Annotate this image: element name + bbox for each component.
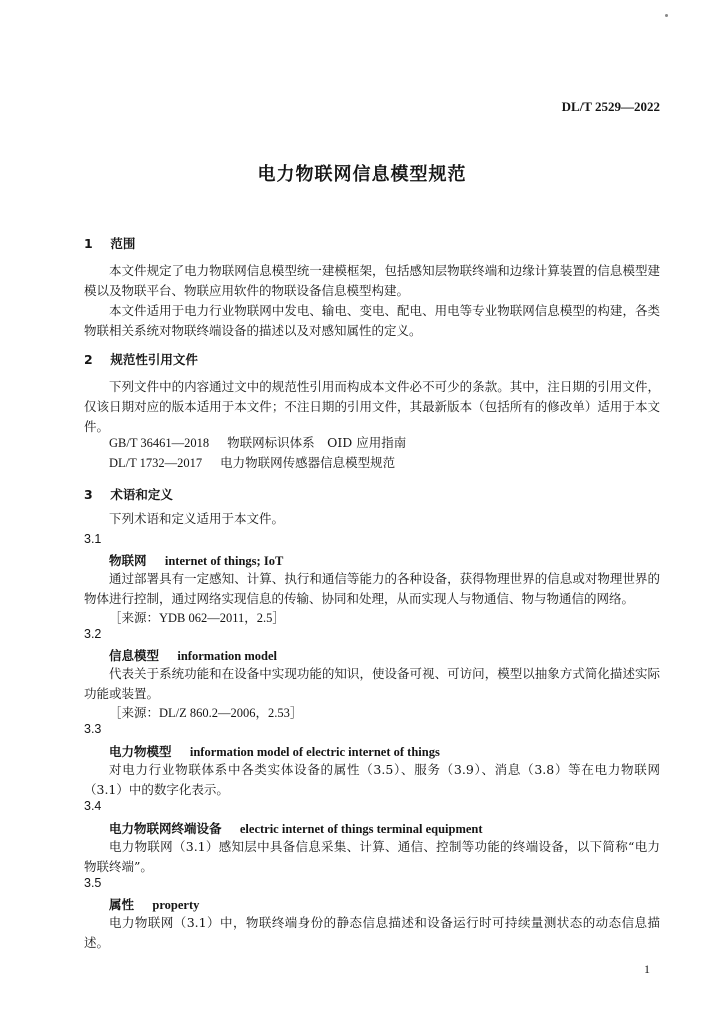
clause-number: 3.5 — [84, 876, 102, 890]
section-number: 1 — [84, 236, 93, 251]
term-zh: 属性 — [109, 897, 135, 912]
reference-title: 物联网标识体系 OID 应用指南 — [227, 435, 407, 450]
section-2-paragraph: 下列文件中的内容通过文中的规范性引用而构成本文件必不可少的条款。其中，注日期的引用文件，仅该日期对应的版本适用于本文件；不注日期的引用文件，其最新版本（包括所有的修改单）适用于本文件。 — [84, 379, 660, 434]
clause-number: 3.4 — [84, 799, 102, 813]
reference-code: GB/T 36461—2018 — [109, 436, 210, 450]
term-heading — [84, 895, 685, 913]
section-title: 术语和定义 — [110, 487, 173, 502]
clause-number: 3.3 — [84, 722, 102, 736]
clause-number: 3.1 — [84, 532, 102, 546]
term-zh: 电力物联网终端设备 — [109, 821, 222, 836]
term-zh: 信息模型 — [109, 648, 160, 663]
document-title: 电力物联网信息模型规范 — [257, 164, 467, 185]
term-source: ［来源：YDB 062—2011，2.5］ — [109, 611, 285, 625]
reference-title: 电力物联网传感器信息模型规范 — [220, 455, 396, 470]
section-title: 范围 — [110, 236, 136, 251]
page-number: 1 — [644, 962, 650, 976]
clause-number: 3.2 — [84, 627, 102, 641]
term-definition: 电力物联网（3.1）中，物联终端身份的静态信息描述和设备运行时可持续量测状态的动态信息描述。 — [84, 915, 660, 950]
term-definition: 电力物联网（3.1）感知层中具备信息采集、计算、通信、控制等功能的终端设备，以下简称“电力物联终端”。 — [84, 839, 660, 874]
term-heading — [84, 819, 685, 837]
section-number: 2 — [84, 352, 93, 367]
term-en: internet of things; IoT — [164, 554, 284, 568]
section-title: 规范性引用文件 — [110, 352, 198, 367]
term-zh: 物联网 — [109, 553, 147, 568]
reference-item — [84, 453, 685, 473]
reference-item — [84, 433, 685, 453]
term-heading — [84, 551, 685, 569]
section-2-heading — [84, 350, 660, 368]
term-definition: 对电力行业物联体系中各类实体设备的属性（3.5）、服务（3.9）、消息（3.8）等在电力物联网（3.1）中的数字化表示。 — [84, 762, 660, 797]
section-1-paragraph-2: 本文件适用于电力行业物联网中发电、输电、变电、配电、用电等专业物联网信息模型的构建，各类物联相关系统对物联终端设备的描述以及对感知属性的定义。 — [84, 303, 660, 338]
term-definition: 通过部署具有一定感知、计算、执行和通信等能力的各种设备，获得物理世界的信息或对物理世界的物体进行控制，通过网络实现信息的传输、协同和处理，从而实现人与物通信、物与物通信的网络。 — [84, 571, 660, 606]
section-3-heading — [84, 485, 660, 503]
section-3-intro: 下列术语和定义适用于本文件。 — [109, 511, 285, 526]
term-en: property — [152, 898, 200, 912]
section-1-heading — [84, 234, 660, 252]
reference-code: DL/T 1732—2017 — [109, 456, 203, 470]
term-heading — [84, 646, 685, 664]
term-en: electric internet of things terminal equipment — [239, 822, 483, 836]
term-en: information model — [177, 649, 278, 663]
scan-mark — [665, 14, 668, 17]
term-heading — [84, 742, 685, 760]
term-source: ［来源：DL/Z 860.2—2006，2.53］ — [109, 706, 303, 720]
standard-code: DL/T 2529—2022 — [561, 99, 660, 114]
section-1-paragraph-1: 本文件规定了电力物联网信息模型统一建模框架，包括感知层物联终端和边缘计算装置的信息模型建模以及物联平台、物联应用软件的物联设备信息模型构建。 — [84, 263, 660, 298]
term-en: information model of electric internet of things — [189, 745, 440, 759]
section-number: 3 — [84, 487, 93, 502]
term-definition: 代表关于系统功能和在设备中实现功能的知识，使设备可视、可访问，模型以抽象方式简化描述实际功能或装置。 — [84, 666, 660, 701]
term-zh: 电力物模型 — [109, 744, 172, 759]
